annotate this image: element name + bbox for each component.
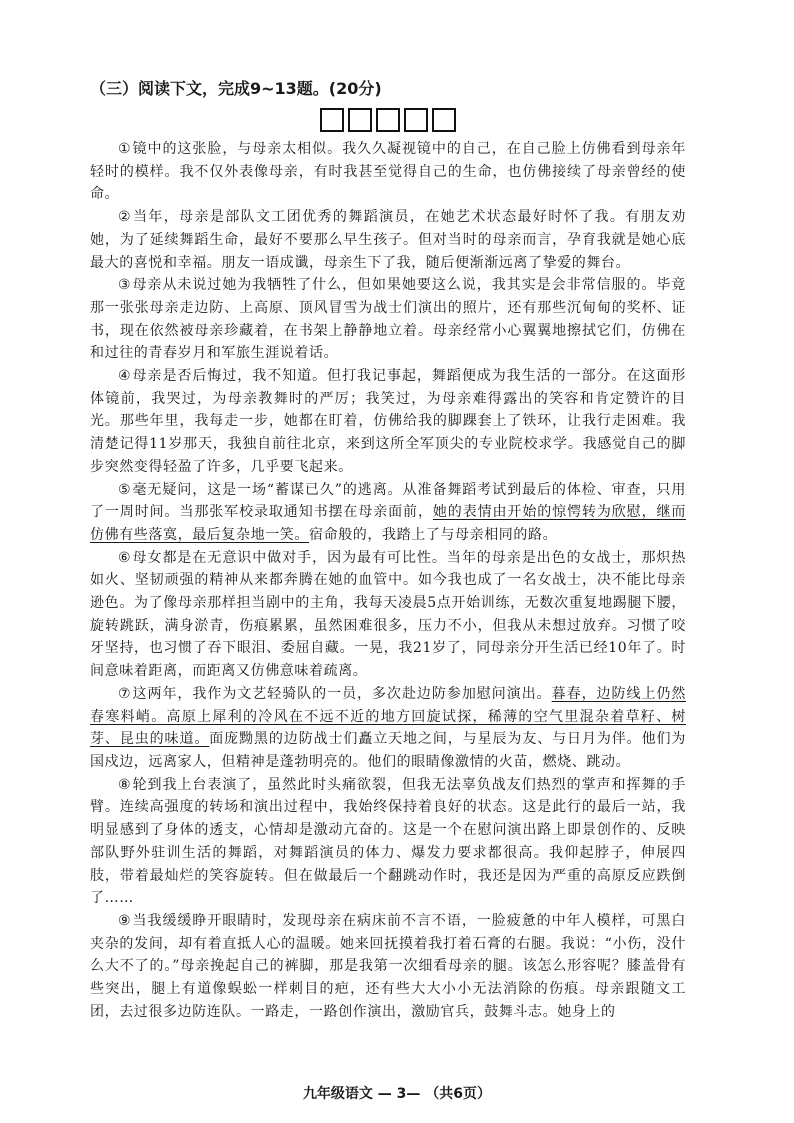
- title-box: [432, 108, 456, 132]
- paragraph-number: ⑤: [118, 481, 132, 498]
- paragraph-7: [90, 683, 686, 774]
- paragraph-text: 镜中的这张脸，与母亲太相似。我久久凝视镜中的自己，在自己脸上仿佛看到母亲年轻时的模样。我不仅外表像母亲，有时我甚至觉得自己的生命，也仿佛接续了母亲曾经的使命。: [90, 141, 687, 203]
- paragraph-text: 面庞黝黑的边防战士们矗立天地之间，与星辰为友、与日月为伴。他们为国戍边，远离家人，但精神是蓬勃明亮的。他们的眼睛像激情的火苗，燃烧、跳动。: [90, 731, 686, 770]
- paragraph-text: 这两年，我作为文艺轻骑队的一员，多次赴边防参加慰问演出。: [132, 685, 552, 702]
- paragraph-text: 母亲从未说过她为我牺牲了什么，但如果她要这么说，我其实是会非常信服的。毕竟那一张张母亲走边防、上高原、顶风冒雪为战士们演出的照片，还有那些沉甸甸的奖杯、证书，现在依然被母亲珍藏着，在书架上静静地立着。母亲经常小心翼翼地擦拭它们，仿佛在和过往的青春岁月和军旅生涯说着话。: [90, 277, 687, 362]
- underlined-sentence: 她的表情由开始的惊愕转为欣慰，继而仿佛有些落寞，最后复杂地一笑。: [90, 504, 686, 543]
- paragraph-number: ⑥: [118, 549, 132, 566]
- paragraph-text: 毫无疑问，这是一场“蓄谋已久”的逃离。从准备舞蹈考试到最后的体检、审查，只用了一周时间。当那张军校录取通知书摆在母亲面前，: [90, 481, 686, 521]
- paragraph-9: [90, 910, 686, 1024]
- paragraph-number: ③: [118, 277, 132, 294]
- paragraph-text: 宿命般的，我踏上了与母亲相同的路。: [309, 526, 558, 543]
- paragraph-5: [90, 479, 686, 547]
- paragraph-text: 当我缓缓睁开眼睛时，发现母亲在病床前不言不语，一脸疲惫的中年人模样，可黑白夹杂的发间，却有着直抵人心的温暖。她来回抚摸着我打着石膏的右腿。我说：“小伤，没什么大不了的。”母亲挽起自己的裤脚，那是我第一次细看母亲的腿。该怎么形容呢？膝盖骨有些突出，腿上有道像蜈蚣一样刺目的疤，还有些大大小小无法消除的伤痕。母亲跟随文工团，去过很多边防连队。一路走，一路创作演出，激励官兵，鼓舞斗志。她身上的: [90, 912, 687, 1020]
- paragraph-text: 母女都是在无意识中做对手，因为最有可比性。当年的母亲是出色的女战士，那炽热如火、坚韧顽强的精神从来都奔腾在她的血管中。如今我也成了一名女战士，决不能比母亲逊色。为了像母亲那样担当剧中的主角，我每天凌晨5点开始训练，无数次重复地踢腿下腰，旋转跳跃，满身淤青，伤痕累累，虽然困难很多，压力不小，但我从未想过放弃。习惯了咬牙坚持，也习惯了吞下眼泪、委屈自藏。一晃，我21岁了，同母亲分开生活已经10年了。时间意味着距离，而距离又仿佛意味着疏离。: [90, 549, 687, 680]
- page-footer: 九年级语文 — 3— （共6页）: [302, 1086, 492, 1102]
- paragraph-text: 轮到我上台表演了，虽然此时头痛欲裂，但我无法辜负战友们热烈的掌声和挥舞的手臂。连续高强度的转场和演出过程中，我始终保持着良好的状态。这是此行的最后一站，我明显感到了身体的透支，心情却是激动亢奋的。这是一个在慰问演出路上即景创作的、反映部队野外驻训生活的舞蹈，对舞蹈演员的体力、爆发力要求都很高。我仰起脖子，伸展四肢，带着最灿烂的笑容旋转。但在做最后一个翻跳动作时，我还是因为严重的高原反应跌倒了……: [90, 776, 687, 907]
- title-box: [320, 108, 344, 132]
- paragraph-1: [90, 138, 686, 206]
- paragraph-6: [90, 547, 686, 683]
- title-box: [376, 108, 400, 132]
- paragraph-number: ①: [118, 141, 132, 157]
- paragraph-text: 当年，母亲是部队文工团优秀的舞蹈演员，在她艺术状态最好时怀了我。有朋友劝她，为了延续舞蹈生命，最好不要那么早生孩子。但对当时的母亲而言，孕育我就是她心底最大的喜悦和幸福。朋友一语成谶，母亲生下了我，随后便渐渐远离了挚爱的舞台。: [90, 209, 686, 271]
- paragraph-3: [90, 274, 686, 365]
- section-heading: （三）阅读下文，完成9~13题。(20分): [90, 79, 382, 98]
- paragraph-number: ④: [118, 368, 132, 385]
- underlined-sentence: 暮春，边防线上仍然春寒料峭。高原上犀利的冷风在不远不近的地方回旋试探，稀薄的空气里混杂着草籽、树芽、昆虫的味道。: [90, 685, 686, 748]
- paragraph-number: ⑧: [118, 776, 132, 793]
- paragraph-4: [90, 365, 686, 479]
- title-box: [348, 108, 372, 132]
- paragraph-2: [90, 206, 686, 274]
- paragraph-number: ⑦: [118, 685, 132, 702]
- paragraph-text: 母亲是否后悔过，我不知道。但打我记事起，舞蹈便成为我生活的一部分。在这面形体镜前，我哭过，为母亲教舞时的严厉；我笑过，为母亲难得露出的笑容和肯定赞许的目光。那些年里，我每走一步，她都在盯着，仿佛给我的脚踝套上了铁环，让我行走困难。我清楚记得11岁那天，我独自前往北京，来到这所全军顶尖的专业院校求学。我感觉自己的脚步突然变得轻盈了许多，几乎要飞起来。: [90, 368, 687, 475]
- paragraph-number: ②: [118, 209, 132, 226]
- title-blank-boxes: [90, 108, 686, 132]
- paragraph-number: ⑨: [118, 912, 132, 929]
- title-box: [404, 108, 428, 132]
- paragraph-8: [90, 774, 686, 910]
